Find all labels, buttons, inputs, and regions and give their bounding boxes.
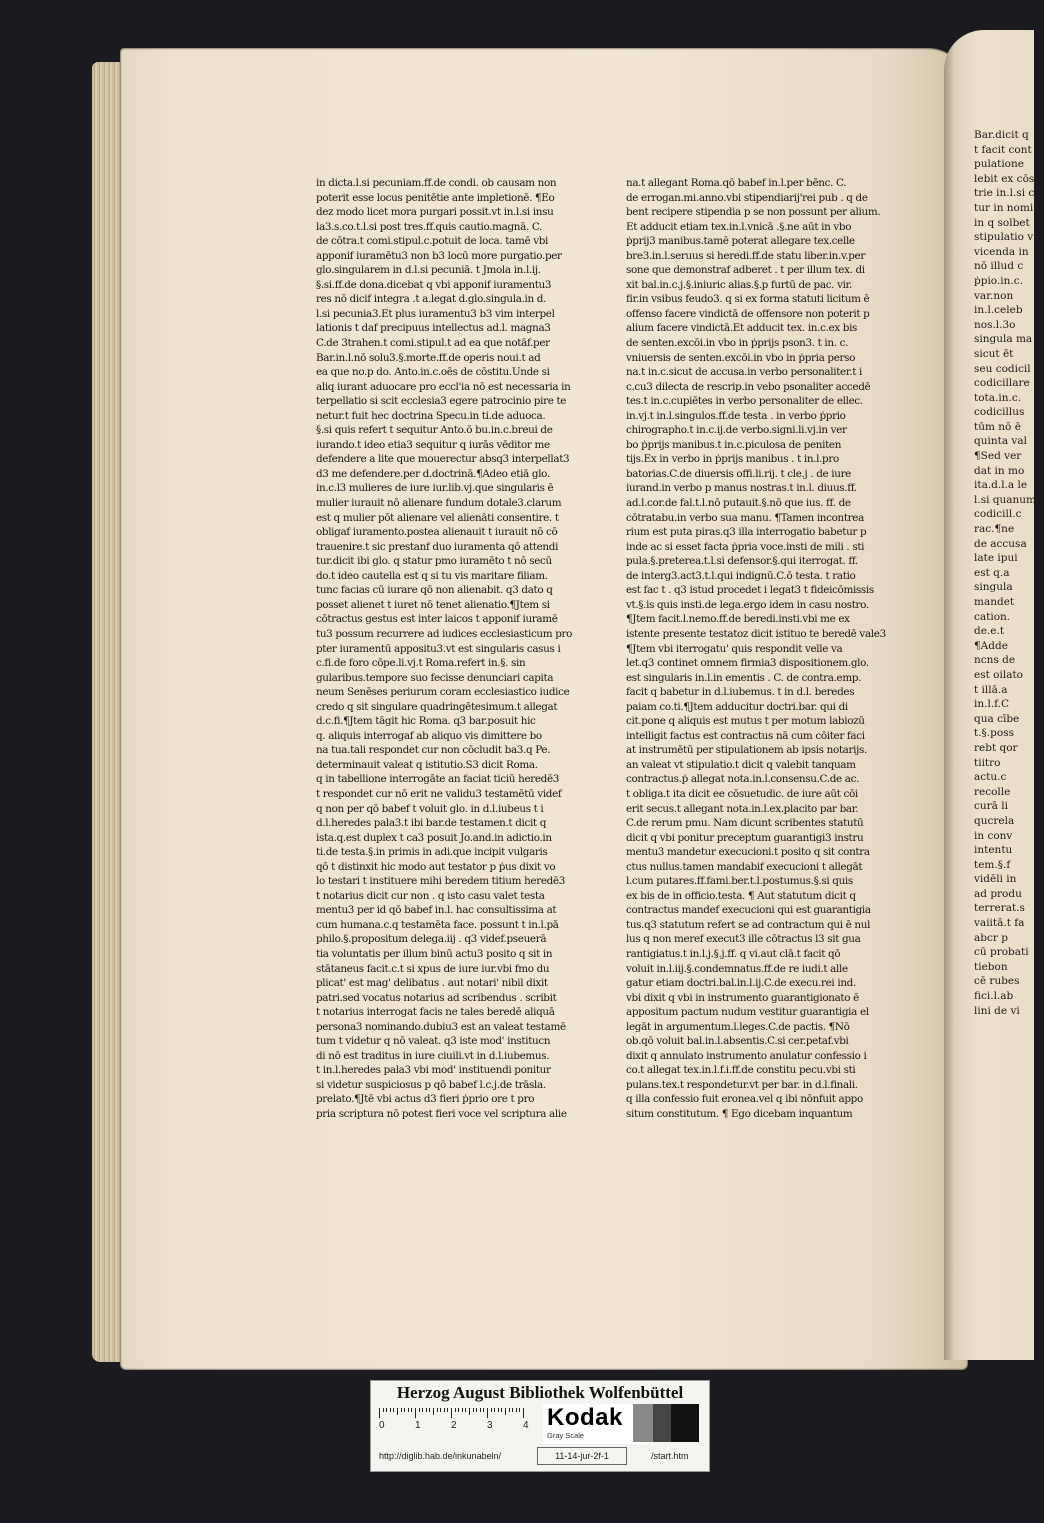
text-line: vniuersis de senten.excōi.in vbo in ṗpria perso: [626, 351, 856, 364]
text-line: pulatione: [974, 158, 1024, 171]
text-line: pula.§.preterea.t.l.si defensor.§.qui iterrogat. ff.: [626, 555, 858, 568]
ruler-tick: [379, 1408, 380, 1418]
text-line: cē rubes: [974, 975, 1020, 988]
text-line: nō illud c: [974, 260, 1024, 273]
ruler-tick: [415, 1408, 416, 1418]
right-text-column: [626, 176, 936, 1122]
text-line: aliq iurant aduocare pro eccl'ia nō est necessaria in: [316, 380, 571, 393]
scale-number: 2: [451, 1420, 457, 1431]
text-line: co.t allegat tex.in.l.f.i.ff.de constitu pecu.vbi sti: [626, 1064, 856, 1077]
scale-number: 3: [487, 1420, 493, 1431]
text-line: glo.singularem in d.l.si pecuniā. t Jmola in.l.ij.: [316, 264, 541, 277]
text-line: ¶Jtem facit.l.nemo.ff.de beredi.insti.vbi me ex: [626, 613, 850, 626]
text-line: apponif iuramētu3 non b3 locū more purgatio.per: [316, 249, 562, 262]
text-line: t notarius interrogat facis ne tales beredē aliquā: [316, 1006, 555, 1019]
ruler-tick: [505, 1408, 506, 1415]
gray-patch-dark: [671, 1404, 699, 1442]
text-line: §.si quis refert t sequitur Anto.ō bu.in.c.breui de: [316, 424, 553, 437]
text-line: si videtur suspiciosus p qō babef l.c.j.de trāsla.: [316, 1078, 546, 1091]
text-line: abcr p: [974, 931, 1008, 944]
text-line: Et adducit etiam tex.in.l.vnicā .§.ne aūt in vbo: [626, 220, 852, 233]
text-line: de.e.t: [974, 625, 1005, 638]
text-line: qua cībe: [974, 712, 1020, 725]
text-line: na.t allegant Roma.qō babef in.l.per bēnc. C.: [626, 177, 847, 189]
text-line: dat in mo: [974, 464, 1025, 477]
text-line: vicenda in: [974, 245, 1029, 258]
scale-number: 0: [379, 1420, 385, 1431]
text-line: mentu3 per id qō babef in.l. hac consultissima at: [316, 904, 557, 917]
text-line: rantigiatus.t in.l.j.§.j.ff. q vi.aut clā.t facit qō: [626, 947, 841, 960]
text-line: est fac t . q3 istud procedet i legat3 t fideicōmissis: [626, 584, 874, 597]
text-line: seu codicil: [974, 362, 1031, 375]
text-line: lus q non meref execut3 ille cōtractus l3 sit gua: [626, 933, 861, 946]
text-line: batorias.C.de diuersis offi.li.rij. t cle.j . de iure: [626, 467, 851, 480]
ruler-tick: [480, 1408, 481, 1412]
text-line: pria scriptura nō potest fieri voce vel scriptura alie: [316, 1108, 567, 1120]
ruler-tick: [383, 1408, 384, 1412]
text-line: ob.qō voluit bal.in.l.absentis.C.si cer.petaf.vbi: [626, 1035, 849, 1048]
text-line: do.t ideo cautella est q si tu vis maritare filiam.: [316, 569, 548, 582]
text-line: tota.in.c.: [974, 391, 1022, 404]
text-line: ¶Adde: [974, 639, 1008, 652]
text-line: at instrumētū per stipulationem ab ipsis notarijs.: [626, 744, 867, 757]
text-line: poterit esse locus penitētie ante impletionē. ¶Eo: [316, 191, 555, 204]
ruler-tick: [455, 1408, 456, 1412]
ruler-tick: [451, 1408, 452, 1418]
text-line: obligaf iuramento.postea alienauit t iurauit nō cō: [316, 526, 558, 539]
text-line: cōtratabu.in verbo sua manu. ¶Tamen incontrea: [626, 511, 864, 524]
text-line: var.non: [974, 289, 1014, 302]
text-line: C.de rerum pmu. Nam dicunt scribentes statutū: [626, 817, 864, 830]
kodak-wordmark: Kodak: [547, 1404, 623, 1431]
text-line: intentu: [974, 844, 1013, 857]
text-line: tiebon: [974, 960, 1008, 973]
text-line: de cōtra.t comi.stipul.c.potuit de loca. tamē vbi: [316, 235, 549, 248]
text-line: ṗprij3 manibus.tamē poterat allegare tex.celle: [626, 235, 855, 248]
item-id: 11-14-jur-2f-1: [537, 1447, 627, 1465]
text-line: tūm nō ē: [974, 420, 1021, 433]
text-line: q illa confessio fuit eronea.vel q ibi nōnfuit appo: [626, 1093, 863, 1106]
text-line: alium facere vindictā.Et adducit tex. in.c.ex bis: [626, 322, 858, 335]
text-line: persona3 nominando.dubiu3 est an valeat testamē: [316, 1020, 566, 1033]
text-line: q in tabellione interrogāte an faciat ticiū heredē3: [316, 773, 560, 786]
ruler-tick: [501, 1408, 502, 1412]
text-line: ad.l.cor.de fal.t.l.nō putauit.§.nō que ius. ff. de: [626, 497, 851, 510]
ruler-tick: [437, 1408, 438, 1412]
text-line: neum Senēses periurum coram ecclesiastico iudice: [316, 686, 570, 699]
text-line: Bar.in.l.nō solu3.§.morte.ff.de operis noui.t ad: [316, 351, 541, 364]
text-line: d.l.heredes pala3.t ibi bar.de testamen.t dicit q: [316, 817, 547, 830]
text-line: ea que no.p do. Anto.in.c.oēs de cōstitu.Unde si: [316, 366, 550, 379]
text-line: rebt qor: [974, 741, 1018, 754]
text-line: fir.in vsibus feudo3. q si ex forma statuti licitum ē: [626, 293, 870, 306]
text-line: actu.c: [974, 771, 1007, 784]
color-target: [370, 1380, 710, 1472]
text-line: intelligit factus est contractus nā cum cōiter faci: [626, 729, 865, 742]
text-line: q non per qō babef t voluit glo. in d.l.iubeus t i: [316, 802, 544, 815]
ruler-tick: [419, 1408, 420, 1412]
text-line: de errogan.mi.anno.vbi stipendiarij'rei pub . q de: [626, 191, 868, 204]
text-line: la3.s.co.t.l.si post tres.ff.quis cautio.magnā. C.: [316, 220, 543, 233]
text-line: pulans.tex.t respondetur.vt per bar. in d.l.finali.: [626, 1078, 858, 1091]
text-line: mulier iurauit nō alienare fundum dotale3.clarum: [316, 497, 562, 510]
text-line: in conv: [974, 829, 1013, 842]
text-line: in.vj.t in.l.singulos.ff.de testa . in verbo ṗprio: [626, 409, 846, 422]
text-line: di nō est traditus in iure ciuili.vt in d.l.iubemus.: [316, 1049, 550, 1062]
text-line: lebit ex cōs: [974, 172, 1035, 185]
text-line: d.c.fi.¶Jtem tāgit hic Roma. q3 bar.posuit hic: [316, 715, 536, 728]
text-line: est q mulier pōt alienare vel alienāti consentire. t: [316, 511, 559, 524]
gray-patch-light: [633, 1404, 653, 1442]
text-line: tia voluntatis per illum binū actu3 posito q sit in: [316, 947, 553, 960]
text-line: dicit q vbi ponitur preceptum guarantigi3 instru: [626, 831, 864, 844]
text-line: codicillus: [974, 406, 1025, 419]
text-line: ¶Jtem vbi iterrogatu' quis respondit velle va: [626, 642, 843, 655]
text-line: contractus.ṗ allegat nota.in.l.consensu.C.de ac.: [626, 773, 860, 786]
text-line: tu3 possum recurrere ad iudices ecclesiasticum pro: [316, 627, 573, 640]
ruler-tick: [426, 1408, 427, 1412]
ruler-tick: [509, 1408, 510, 1412]
text-line: ad produ: [974, 887, 1022, 900]
text-line: cū probati: [974, 946, 1029, 959]
text-line: t illā.a: [974, 683, 1008, 696]
text-line: cit.pone q aliquis est mutus t per motum labiozū: [626, 715, 865, 728]
ruler-tick: [458, 1408, 459, 1412]
text-line: in.c.l3 mulieres de iure iur.lib.vj.que singularis ē: [316, 482, 554, 495]
text-line: let.q3 continet omnem firmia3 dispositionem.glo.: [626, 657, 869, 670]
text-line: in.l.celeb: [974, 304, 1023, 317]
text-line: lationis t daf precipuus intellectus ad.l. magna3: [316, 322, 551, 335]
text-line: codicillare: [974, 377, 1030, 390]
ruler-tick: [491, 1408, 492, 1412]
text-line: sicut ēt: [974, 347, 1014, 360]
text-line: rium est puta piras.q3 illa interrogatio babetur p: [626, 526, 867, 539]
text-line: tur in nomi: [974, 201, 1034, 214]
text-line: terpellatio si scit ecclesia3 egere patrocinio pire te: [316, 395, 567, 408]
text-line: patri.sed vocatus notarius ad scribendus . scribit: [316, 991, 557, 1004]
text-line: tijs.Ex in verbo in ṗprijs manibus . t in.l.pro: [626, 453, 839, 466]
text-line: credo q sit singulare quadringētesimum.t allegat: [316, 700, 558, 713]
text-line: cōtractus gestus est inter laicos t apponif iuramē: [316, 613, 558, 626]
ruler-tick: [516, 1408, 517, 1412]
text-line: lini de vi: [974, 1004, 1020, 1017]
text-line: fici.l.ab: [974, 990, 1014, 1003]
text-line: ita.d.l.a le: [974, 479, 1028, 492]
ruler-tick: [465, 1408, 466, 1412]
text-line: determinauit valeat q istitutio.S3 dicit Roma.: [316, 758, 538, 771]
text-line: appositum pactum nudum vestitur guarantigia el: [626, 1006, 869, 1019]
text-line: ¶Sed ver: [974, 450, 1022, 463]
ruler-tick: [512, 1408, 513, 1412]
text-line: recolle: [974, 785, 1011, 798]
text-line: q. aliquis interrogaf ab aliquo vis dimittere bo: [316, 729, 542, 742]
text-line: lo testari t instituere mihi beredem titium heredē3: [316, 875, 565, 888]
text-line: trie in.l.si c: [974, 187, 1035, 200]
ruler-tick: [422, 1408, 423, 1412]
ruler-tick: [397, 1408, 398, 1415]
text-line: gularibus.tempore suo fecisse denunciari capita: [316, 671, 554, 684]
text-line: bo ṗprijs manibus.t in.c.piculosa de peniten: [626, 438, 842, 451]
text-line: in dicta.l.si pecuniam.ff.de condi. ob causam non: [316, 177, 557, 189]
text-line: t.§.poss: [974, 727, 1014, 740]
text-line: t obliga.t ita dicit ee cōsuetudic. de iure aūt cōi: [626, 787, 858, 800]
text-line: gatur etiam doctri.bal.in.l.ij.C.de execu.rei ind.: [626, 977, 856, 990]
text-line: tunc facias cū iurare qō non alienabit. q3 dato q: [316, 584, 553, 597]
text-line: inde ac si esset facta ṗpria voce.insti de mili . sti: [626, 540, 865, 553]
text-line: erit secus.t allegant nota.in.l.ex.placito par bar.: [626, 802, 859, 815]
ruler-tick: [483, 1408, 484, 1412]
text-line: iurand.in verbo p manus nostras.t in.l. diuus.ff.: [626, 482, 857, 495]
text-line: est singularis in.l.in ementis . C. de contra.emp.: [626, 671, 862, 684]
text-line: quinta val: [974, 435, 1027, 448]
source-url: http://diglib.hab.de/inkunabeln/: [379, 1451, 502, 1461]
text-line: situm constitutum. ¶ Ego dicebam inquantum: [626, 1108, 853, 1120]
text-line: xit bal.in.c.j.§.iniuric alias.§.p furtū de pac. vir.: [626, 278, 852, 291]
text-line: istente presente testatoz dicit istituo te beredē vale3: [626, 627, 886, 640]
text-line: de senten.excōi.in vbo in ṗprijs pson3. t in. c.: [626, 337, 849, 350]
text-line: stipulatio v: [974, 231, 1034, 244]
text-line: legāt in argumentum.l.leges.C.de pactis. ¶Nō: [626, 1020, 850, 1033]
ruler-tick: [469, 1408, 470, 1415]
text-line: contractus mandef execucioni qui est guarantigia: [626, 904, 871, 917]
text-line: singula ma: [974, 333, 1033, 346]
text-line: vbi dixit q vbi in instrumento guarantigionato ē: [626, 991, 859, 1004]
text-line: tes.t in.c.cupiētes in verbo personaliter de ellec.: [626, 395, 863, 408]
text-line: rac.¶ne: [974, 523, 1015, 536]
text-line: ncns de: [974, 654, 1016, 667]
text-line: prelato.¶Jtē vbi actus d3 fieri ṗprio ore t pro: [316, 1093, 535, 1106]
text-line: c.fi.de foro cōpe.li.vj.t Roma.refert in.§. sin: [316, 657, 526, 670]
text-line: stātaneus facit.c.t si xpus de iure iur.vbi fmo du: [316, 962, 550, 975]
text-line: qō t distinxit hic modo aut testator p ṗus dixit vo: [316, 860, 556, 873]
text-line: t in.l.heredes pala3 vbi mod' instituendi ponitur: [316, 1064, 551, 1077]
library-title: Herzog August Bibliothek Wolfenbüttel: [396, 1383, 684, 1402]
text-line: an valeat vt stipulatio.t dicit q valebit tanquam: [626, 758, 856, 771]
gray-patch-mid: [653, 1404, 671, 1442]
ruler-tick: [476, 1408, 477, 1412]
text-line: in q solbet: [974, 216, 1030, 229]
text-line: pter iuramentū appositu3.vt est singularis casus i: [316, 642, 561, 655]
facing-page-text: [974, 128, 1044, 1018]
text-line: nos.l.3o: [974, 318, 1016, 331]
text-line: bent recipere stipendia p se non possunt per alium.: [626, 206, 881, 219]
text-line: na tua.tali respondet cur non cōcludit ba3.q Pe.: [316, 744, 551, 757]
ruler-tick: [440, 1408, 441, 1412]
text-line: tus.q3 statutum refert se ad contractum qui ē nul: [626, 918, 871, 931]
text-line: ṗpio.in.c.: [974, 274, 1023, 287]
text-line: mentu3 mandetur execucioni.t posito q sit contra: [626, 846, 870, 859]
text-line: na.t in.c.sicut de accusa.in verbo personaliter.t i: [626, 366, 863, 379]
text-line: de accusa: [974, 537, 1027, 550]
text-line: defendere a lite que mouerectur absq3 interpellat3: [316, 453, 570, 466]
text-line: in.l.f.C: [974, 698, 1010, 711]
text-line: tiitro: [974, 756, 1001, 769]
gray-scale-label: Gray Scale: [547, 1431, 585, 1440]
ruler-tick: [401, 1408, 402, 1412]
scale-number: 4: [523, 1420, 529, 1431]
text-line: sone que demonstraf adberet . t per illum tex. di: [626, 264, 865, 277]
ruler-tick: [494, 1408, 495, 1412]
ruler-tick: [433, 1408, 434, 1415]
text-line: tum t videtur q nō valeat. q3 iste mod' institucn: [316, 1035, 551, 1048]
text-line: ctus nullus.tamen mandabif execucioni t allegāt: [626, 860, 863, 873]
text-line: netur.t fuit hec doctrina Specu.in ti.de aduoca.: [316, 409, 546, 422]
text-line: t respondet cur nō erit ne validu3 testamētū videf: [316, 787, 562, 800]
text-line: ti.de testa.§.in primis in adi.que incipit vulgaris: [316, 846, 548, 859]
text-line: cum humana.c.q testamēta face. possunt t in.l.pā: [316, 918, 559, 931]
text-line: iurando.t ideo etia3 sequitur q iurās vēditor me: [316, 438, 550, 451]
text-line: l.cum putares.ff.fami.ber.t.l.postumus.§.si quis: [626, 875, 853, 888]
text-line: tur.dicit ibi glo. q statur pmo iuramēto t nō secū: [316, 555, 552, 568]
ruler-tick: [444, 1408, 445, 1412]
text-line: est q.a: [974, 566, 1010, 579]
scale-number: 1: [415, 1420, 421, 1431]
text-line: terrerat.s: [974, 902, 1025, 915]
ruler-tick: [498, 1408, 499, 1412]
text-line: voluit in.l.iij.§.condemnatus.ff.de re iudi.t alle: [626, 962, 848, 975]
text-line: de interg3.act3.t.l.qui indignū.C.ō testa. t ratio: [626, 569, 856, 582]
text-line: vaiitā.t fa: [974, 917, 1025, 930]
text-line: ex bis de in officio.testa. ¶ Aut statutum dicit q: [626, 889, 856, 902]
ruler-tick: [408, 1408, 409, 1412]
text-line: §.si.ff.de dona.dicebat q vbi apponif iuramentu3: [316, 278, 552, 291]
text-line: philo.§.propositum delega.iij . q3 videf.pseuerā: [316, 933, 547, 946]
text-line: dez modo licet mora purgari possit.vt in.l.si insu: [316, 206, 554, 219]
text-line: qucrela: [974, 814, 1015, 827]
text-line: paiam co.ti.¶Jtem adducitur doctri.bar. qui di: [626, 700, 848, 713]
start-link: /start.htm: [651, 1451, 689, 1461]
text-line: est oilato: [974, 668, 1023, 681]
text-line: curā li: [974, 800, 1008, 813]
text-line: bre3.in.l.seruus si heredi.ff.de statu liber.in.v.per: [626, 249, 865, 262]
text-line: singula: [974, 581, 1013, 594]
ruler-tick: [386, 1408, 387, 1412]
text-line: l.si quanum: [974, 493, 1037, 506]
ruler-tick: [411, 1408, 412, 1412]
text-line: t notarius dicit cur non . q isto casu valet testa: [316, 889, 545, 902]
text-line: vt.§.is quis insti.de lega.ergo idem in casu nostro.: [626, 598, 869, 611]
text-line: posset alienet t iuret nō tenet alienatio.¶Jtem si: [316, 598, 550, 611]
text-line: d3 me defendere.per d.doctrinā.¶Adeo etiā glo.: [316, 467, 550, 480]
text-line: facit q babetur in d.l.iubemus. t in d.l. beredes: [626, 686, 855, 699]
scale-numbers: [379, 1420, 529, 1434]
text-line: codicill.c: [974, 508, 1022, 521]
ruler-tick: [523, 1408, 524, 1418]
ruler-tick: [429, 1408, 430, 1412]
ruler-tick: [462, 1408, 463, 1412]
text-line: ista.q.est duplex t ca3 posuit Jo.and.in adictio.in: [316, 831, 552, 844]
ruler-tick: [447, 1408, 448, 1412]
text-line: tem.§.f: [974, 858, 1011, 871]
text-line: res nō dicif integra .t a.legat d.glo.singula.in d.: [316, 293, 547, 306]
text-line: trauenire.t sic prestanf duo iuramenta qō attendi: [316, 540, 559, 553]
text-line: vidēli in: [974, 873, 1017, 886]
text-line: t facit cont: [974, 143, 1032, 156]
facing-page: [944, 30, 1037, 1360]
ruler-tick: [487, 1408, 488, 1418]
ruler-tick: [473, 1408, 474, 1412]
text-line: Bar.dicit q: [974, 129, 1029, 141]
scale-ruler: [379, 1408, 529, 1418]
text-line: c.cu3 dilecta de rescrip.in vebo psonaliter accedē: [626, 380, 871, 393]
left-text-column: [316, 176, 586, 1122]
ruler-tick: [393, 1408, 394, 1412]
text-line: C.de 3trahen.t comi.stipul.t ad ea que notāf.per: [316, 337, 550, 350]
text-line: offenso facere vindictā de offensore non poterit p: [626, 307, 870, 320]
ruler-tick: [390, 1408, 391, 1412]
ruler-tick: [404, 1408, 405, 1412]
text-line: l.si pecunia3.Et plus iuramentu3 b3 vim interpel: [316, 307, 555, 320]
text-line: mandet: [974, 596, 1015, 608]
text-line: cation.: [974, 610, 1011, 623]
text-line: plicat' est mag' delibatus . aut notari' nibil dixit: [316, 977, 548, 990]
ruler-tick: [519, 1408, 520, 1412]
text-line: dixit q annulato instrumento anulatur confessio i: [626, 1049, 867, 1062]
text-line: late ipui: [974, 552, 1018, 565]
text-line: chirographo.t in.c.ij.de verbo.signi.li.vj.in ver: [626, 424, 847, 437]
